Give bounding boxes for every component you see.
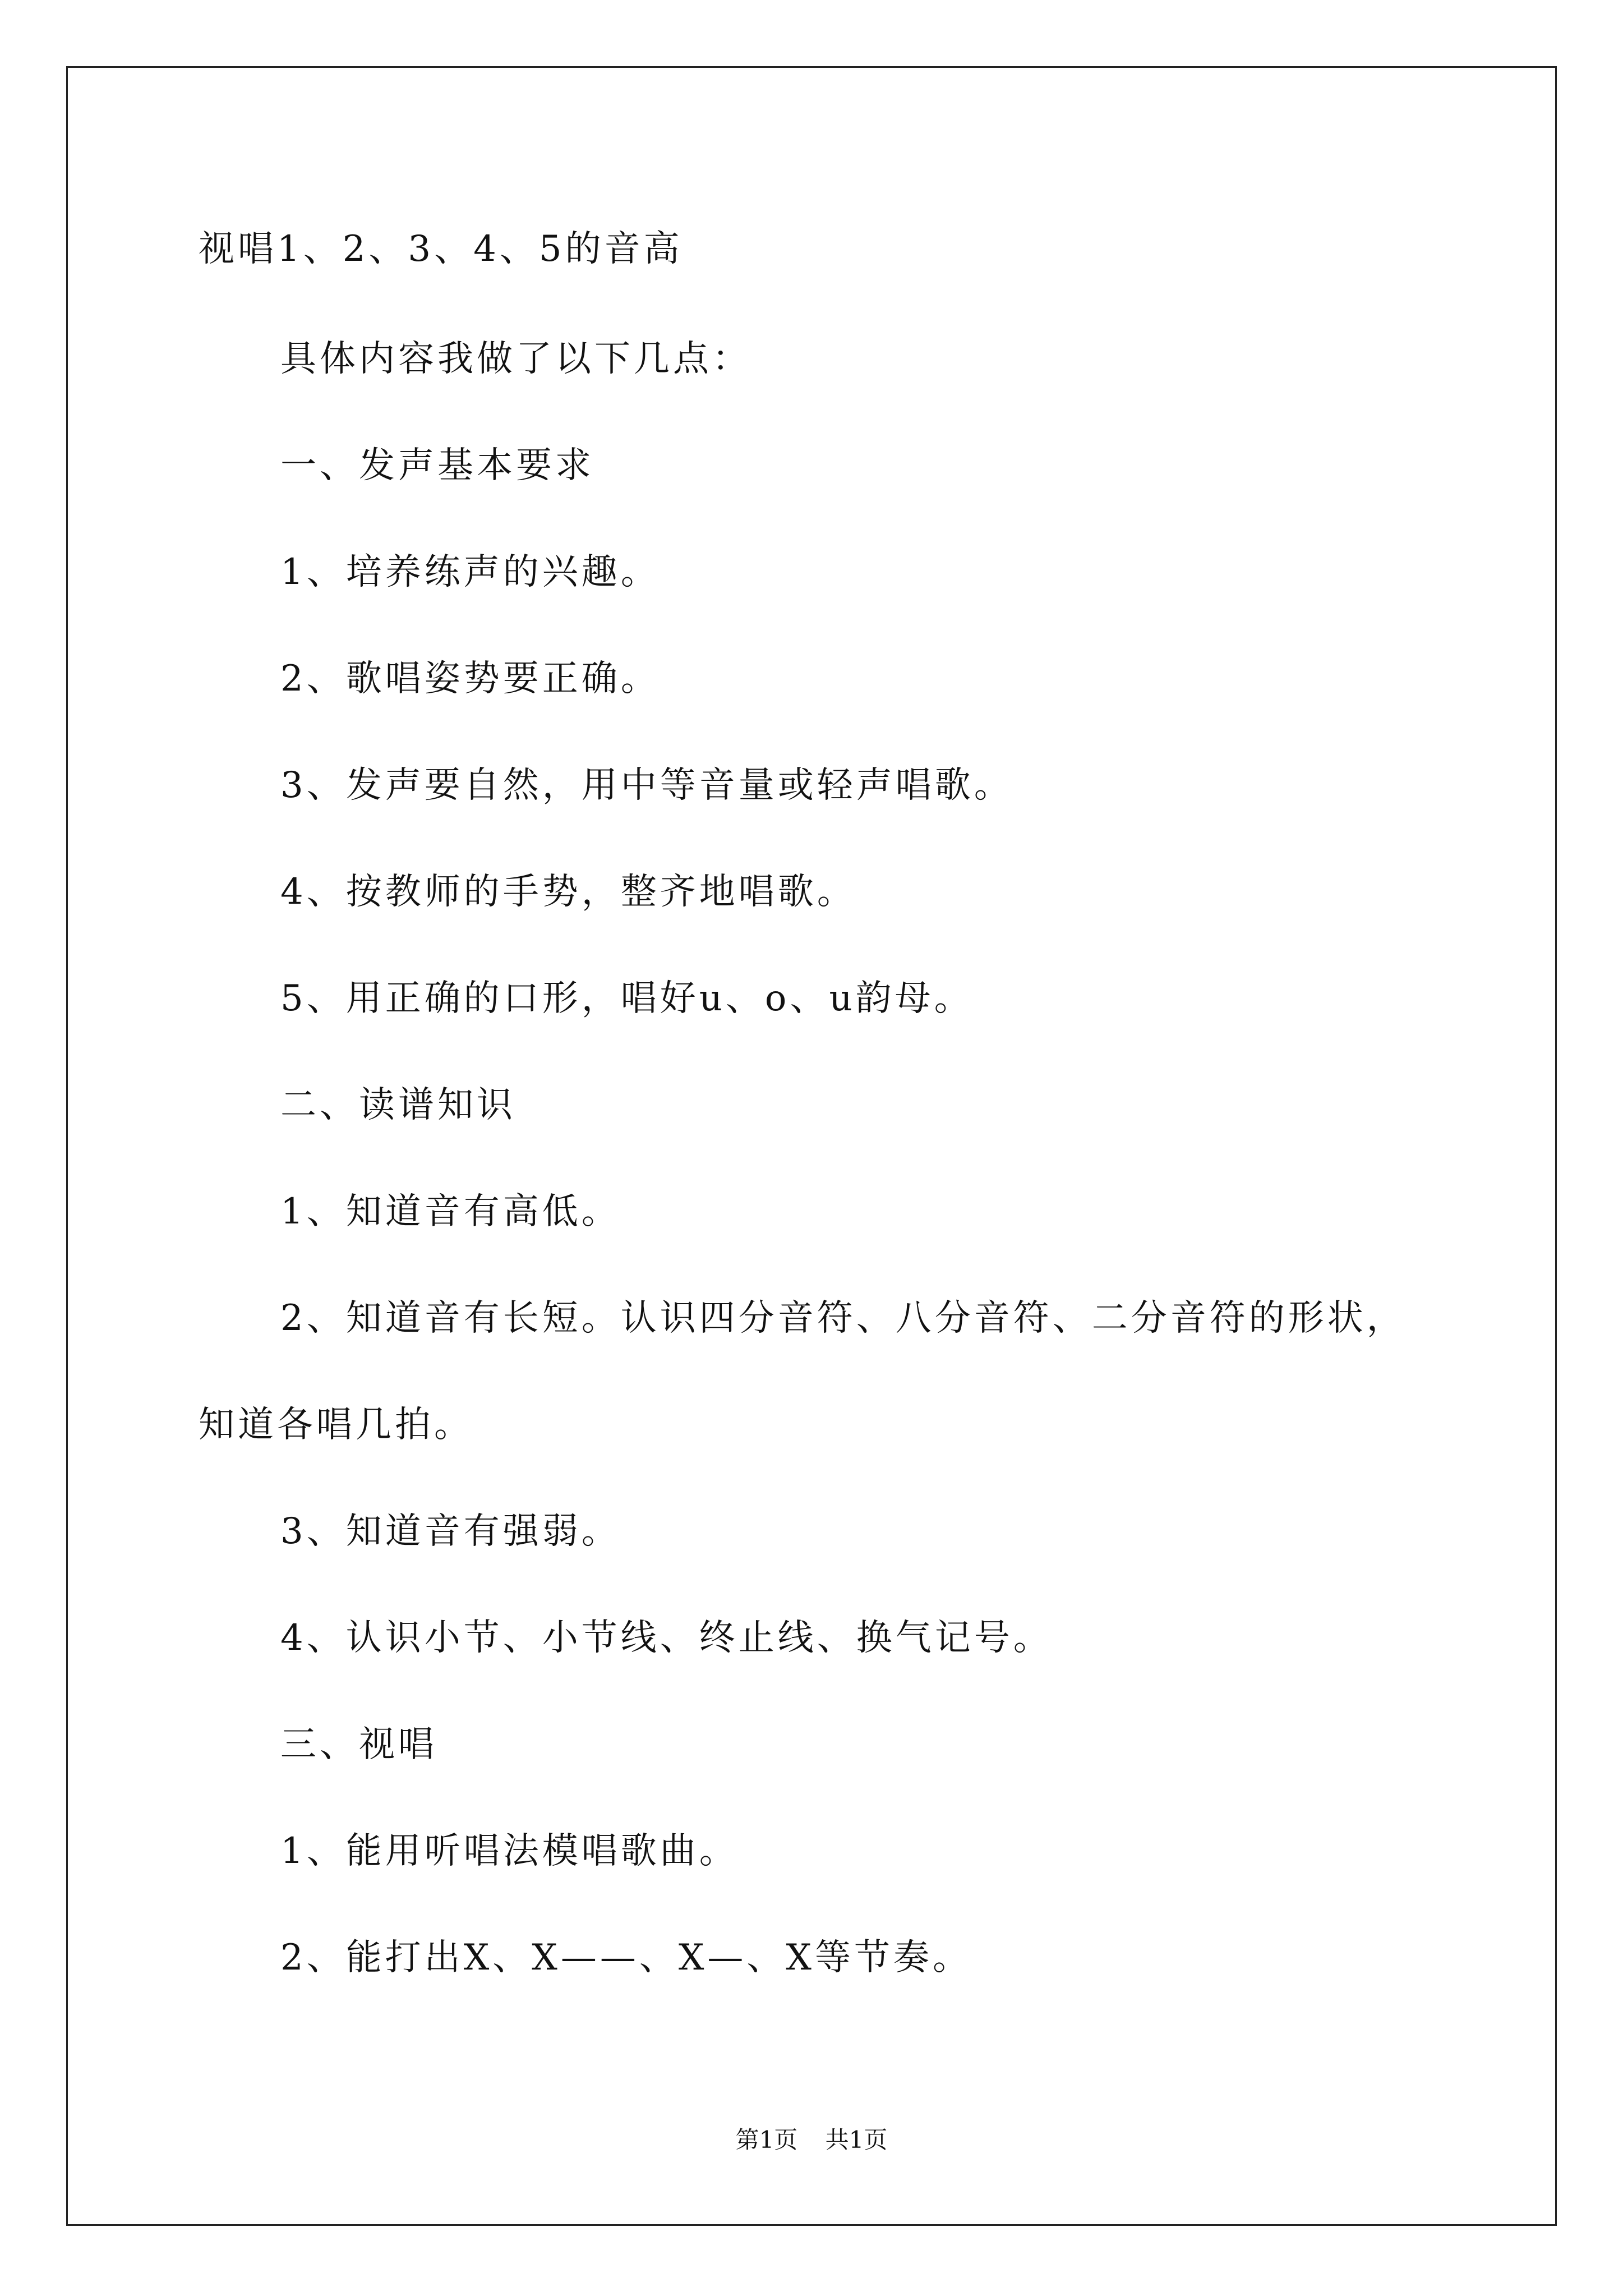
list-item: 2、歌唱姿势要正确。: [280, 658, 660, 700]
list-item: 4、认识小节、小节线、终止线、换气记号。: [280, 1617, 1053, 1659]
list-item: 1、知道音有高低。: [280, 1191, 621, 1232]
section-heading-3: 三、视唱: [280, 1724, 437, 1765]
list-item: 2、知道音有长短。认识四分音符、八分音符、二分音符的形状，: [280, 1297, 1406, 1339]
list-item: 2、能打出X、X——、X—、X等节奏。: [280, 1937, 972, 1978]
text-line-intro: 具体内容我做了以下几点：: [280, 338, 751, 380]
list-item: 1、能用听唱法模唱歌曲。: [280, 1830, 739, 1872]
list-item: 3、发声要自然，用中等音量或轻声唱歌。: [280, 765, 1013, 806]
list-item: 5、用正确的口形，唱好u、o、u韵母。: [280, 978, 974, 1019]
list-item: 3、知道音有强弱。: [280, 1511, 621, 1552]
page-border: [66, 66, 1557, 2226]
text-line-title: 视唱1、2、3、4、5的音高: [199, 228, 683, 270]
list-item: 4、按教师的手势，整齐地唱歌。: [280, 871, 856, 913]
list-item: 1、培养练声的兴趣。: [280, 551, 660, 593]
page-footer: [0, 2126, 1623, 2154]
list-item-continuation: 知道各唱几拍。: [199, 1404, 473, 1446]
section-heading-1: 一、发声基本要求: [280, 445, 594, 486]
page-total: 共1页: [825, 2126, 888, 2154]
section-heading-2: 二、读谱知识: [280, 1084, 516, 1126]
page-number: 第1页: [735, 2126, 798, 2154]
